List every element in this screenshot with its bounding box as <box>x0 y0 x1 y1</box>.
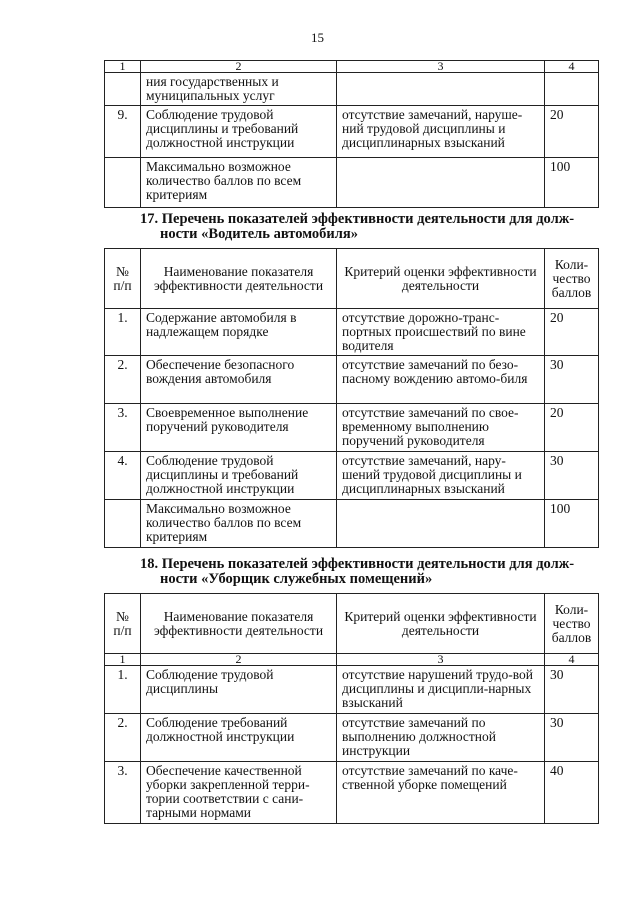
header-criterion: Критерий оценки эффективности деятельности <box>337 249 545 309</box>
row-points: 100 <box>545 500 599 548</box>
row-num: 3. <box>105 404 141 452</box>
row-points: 30 <box>545 666 599 714</box>
row-points: 30 <box>545 356 599 404</box>
table-row <box>105 73 599 106</box>
row-num <box>105 73 141 106</box>
section-18-heading <box>140 557 600 587</box>
section-17-heading-line2: ности «Водитель автомобиля» <box>160 226 358 242</box>
table-row <box>105 309 599 356</box>
row-name: Содержание автомобиля в надлежащем порядке <box>141 309 337 356</box>
colnum-1: 1 <box>105 654 141 666</box>
table-row <box>105 714 599 762</box>
row-points: 20 <box>545 309 599 356</box>
row-num: 1. <box>105 666 141 714</box>
table-row <box>105 158 599 208</box>
row-name: Соблюдение трудовой дисциплины <box>141 666 337 714</box>
row-num <box>105 158 141 208</box>
header-row <box>105 594 599 654</box>
header-row <box>105 249 599 309</box>
section-18-heading-line1: 18. Перечень показателей эффективности деятельности для долж- <box>140 556 575 572</box>
row-name: Максимально возможное количество баллов по всем критериям <box>141 500 337 548</box>
colnum-3: 3 <box>337 61 545 73</box>
row-name: Соблюдение трудовой дисциплины и требований должностной инструкции <box>141 452 337 500</box>
row-criterion <box>337 158 545 208</box>
header-points: Коли-чество баллов <box>545 249 599 309</box>
table-driver <box>104 248 599 548</box>
table-row <box>105 500 599 548</box>
row-num <box>105 500 141 548</box>
row-criterion: отсутствие замечаний, нару-шений трудовой дисциплины и дисциплинарных взысканий <box>337 452 545 500</box>
column-number-row <box>105 654 599 666</box>
colnum-3: 3 <box>337 654 545 666</box>
table-row <box>105 356 599 404</box>
colnum-2: 2 <box>141 654 337 666</box>
row-criterion: отсутствие замечаний, наруше-ний трудовой дисциплины и дисциплинарных взысканий <box>337 106 545 158</box>
header-criterion: Критерий оценки эффективности деятельности <box>337 594 545 654</box>
row-points: 20 <box>545 404 599 452</box>
table-continuation <box>104 60 599 208</box>
row-name: Своевременное выполнение поручений руководителя <box>141 404 337 452</box>
row-name: ния государственных и муниципальных услуг <box>141 73 337 106</box>
row-criterion: отсутствие замечаний по выполнению должностной инструкции <box>337 714 545 762</box>
row-points: 20 <box>545 106 599 158</box>
row-num: 3. <box>105 762 141 824</box>
table-row <box>105 106 599 158</box>
header-name: Наименование показателя эффективности деятельности <box>141 594 337 654</box>
row-criterion: отсутствие нарушений трудо-вой дисциплины и дисципли-нарных взысканий <box>337 666 545 714</box>
row-num: 1. <box>105 309 141 356</box>
section-17-heading <box>140 212 600 242</box>
table-cleaner <box>104 593 599 824</box>
colnum-1: 1 <box>105 61 141 73</box>
colnum-4: 4 <box>545 61 599 73</box>
section-17-heading-line1: 17. Перечень показателей эффективности деятельности для долж- <box>140 211 575 227</box>
header-num: № п/п <box>105 249 141 309</box>
row-name: Соблюдение требований должностной инструкции <box>141 714 337 762</box>
colnum-2: 2 <box>141 61 337 73</box>
header-num: № п/п <box>105 594 141 654</box>
row-criterion: отсутствие дорожно-транс-портных происшествий по вине водителя <box>337 309 545 356</box>
section-18-heading-line2: ности «Уборщик служебных помещений» <box>160 571 433 587</box>
header-name: Наименование показателя эффективности деятельности <box>141 249 337 309</box>
row-num: 2. <box>105 714 141 762</box>
header-points: Коли-чество баллов <box>545 594 599 654</box>
row-points: 100 <box>545 158 599 208</box>
column-number-row <box>105 61 599 73</box>
colnum-4: 4 <box>545 654 599 666</box>
row-criterion: отсутствие замечаний по свое-временному выполнению поручений руководителя <box>337 404 545 452</box>
row-criterion: отсутствие замечаний по безо-пасному вождению автомо-биля <box>337 356 545 404</box>
row-points: 30 <box>545 452 599 500</box>
row-name: Обеспечение качественной уборки закрепленной терри-тории соответствии с сани-тарными нормами <box>141 762 337 824</box>
table-row <box>105 762 599 824</box>
row-num: 9. <box>105 106 141 158</box>
row-name: Максимально возможное количество баллов по всем критериям <box>141 158 337 208</box>
row-num: 4. <box>105 452 141 500</box>
table-row <box>105 666 599 714</box>
row-num: 2. <box>105 356 141 404</box>
row-points: 40 <box>545 762 599 824</box>
table-row <box>105 404 599 452</box>
row-points <box>545 73 599 106</box>
row-criterion <box>337 500 545 548</box>
row-points: 30 <box>545 714 599 762</box>
table-row <box>105 452 599 500</box>
row-criterion: отсутствие замечаний по каче-ственной уборке помещений <box>337 762 545 824</box>
row-name: Соблюдение трудовой дисциплины и требований должностной инструкции <box>141 106 337 158</box>
page-number: 15 <box>311 30 324 45</box>
row-name: Обеспечение безопасного вождения автомобиля <box>141 356 337 404</box>
row-criterion <box>337 73 545 106</box>
